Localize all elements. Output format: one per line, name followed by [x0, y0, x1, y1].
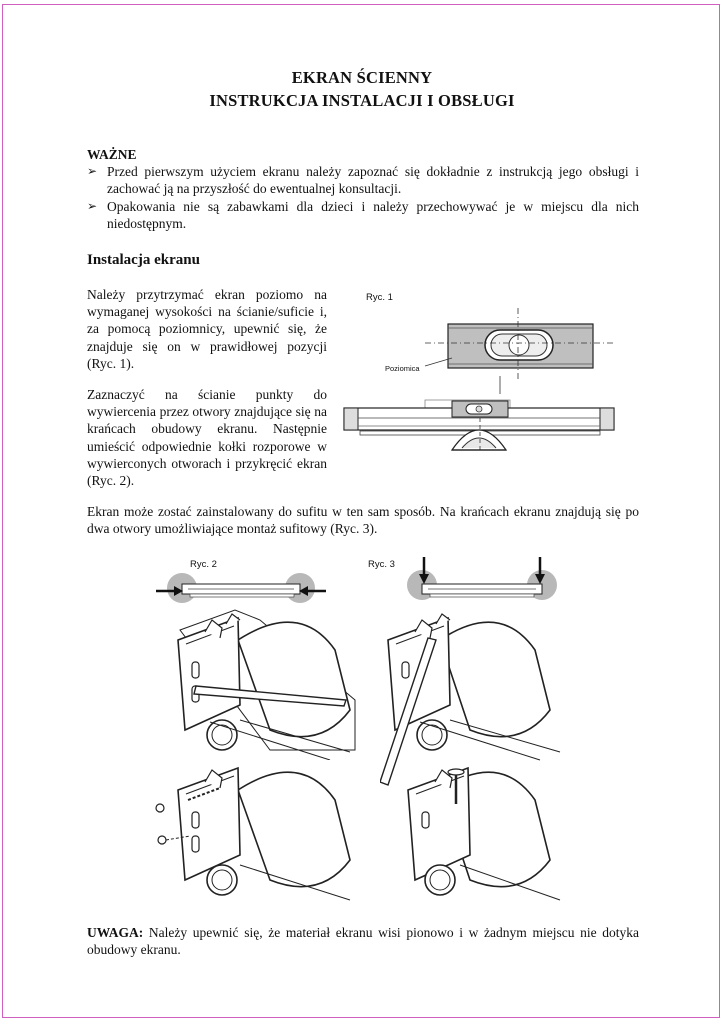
paragraph-drilling: Zaznaczyć na ścianie punkty do wywiercenia przez otwory znajdujące się na krańcach obudowy ekranu. Następnie umieścić odpowiednie kołki rozporowe w wywierconych otworach i przykręcić ekran (Ryc. 2).: [87, 387, 327, 489]
bullet-text: Opakowania nie są zabawkami dla dzieci i należy przechowywać je w miejscu dla nich niedostępnym.: [107, 199, 639, 231]
fig2-label: Ryc. 2: [190, 559, 217, 570]
bracket-wall-mounted-illustration: [150, 760, 370, 910]
arrow-bullet-icon: ➢: [87, 164, 98, 178]
document-title: EKRAN ŚCIENNY: [291, 68, 433, 87]
note-paragraph: [87, 924, 639, 958]
fig3-label: Ryc. 3: [368, 559, 395, 570]
figure-1-level-illustration: [340, 300, 630, 465]
arrow-bullet-icon: ➢: [87, 199, 98, 213]
note-label: UWAGA:: [87, 925, 144, 940]
paragraph-ceiling: Ekran może zostać zainstalowany do sufitu w ten sam sposób. Na krańcach ekranu znajdują się po dwa otwory umożliwiające montaż sufitowy (Ryc. 3).: [87, 504, 639, 537]
fig1-callout: Poziomica: [385, 364, 420, 373]
paragraph-leveling: Należy przytrzymać ekran poziomo na wymaganej wysokości na ścianie/suficie i, za pomocą poziomnicy, upewnić się, że znajduje się on w prawidłowej pozycji (Ryc. 1).: [87, 287, 327, 371]
bullet-text: Przed pierwszym użyciem ekranu należy zapoznać się dokładnie z instrukcją jego obsługi i zachować ją na przyszłość do ewentualnej konsultacji.: [107, 164, 639, 196]
bullet-item: [87, 163, 639, 197]
bracket-wall-screw-illustration: [150, 600, 370, 760]
section-heading: Instalacja ekranu: [87, 252, 200, 268]
fig1-label: Ryc. 1: [366, 292, 393, 303]
document-subtitle: INSTRUKCJA INSTALACJI I OBSŁUGI: [209, 91, 515, 110]
bracket-ceiling-mounted-illustration: [380, 760, 570, 910]
bullet-item: [87, 198, 639, 232]
figure-3-ceiling-mount-diagram: [400, 555, 570, 605]
important-heading: WAŻNE: [87, 147, 137, 162]
note-text: Należy upewnić się, że materiał ekranu wisi pionowo i w żadnym miejscu nie dotyka obudowy ekranu.: [87, 925, 639, 958]
